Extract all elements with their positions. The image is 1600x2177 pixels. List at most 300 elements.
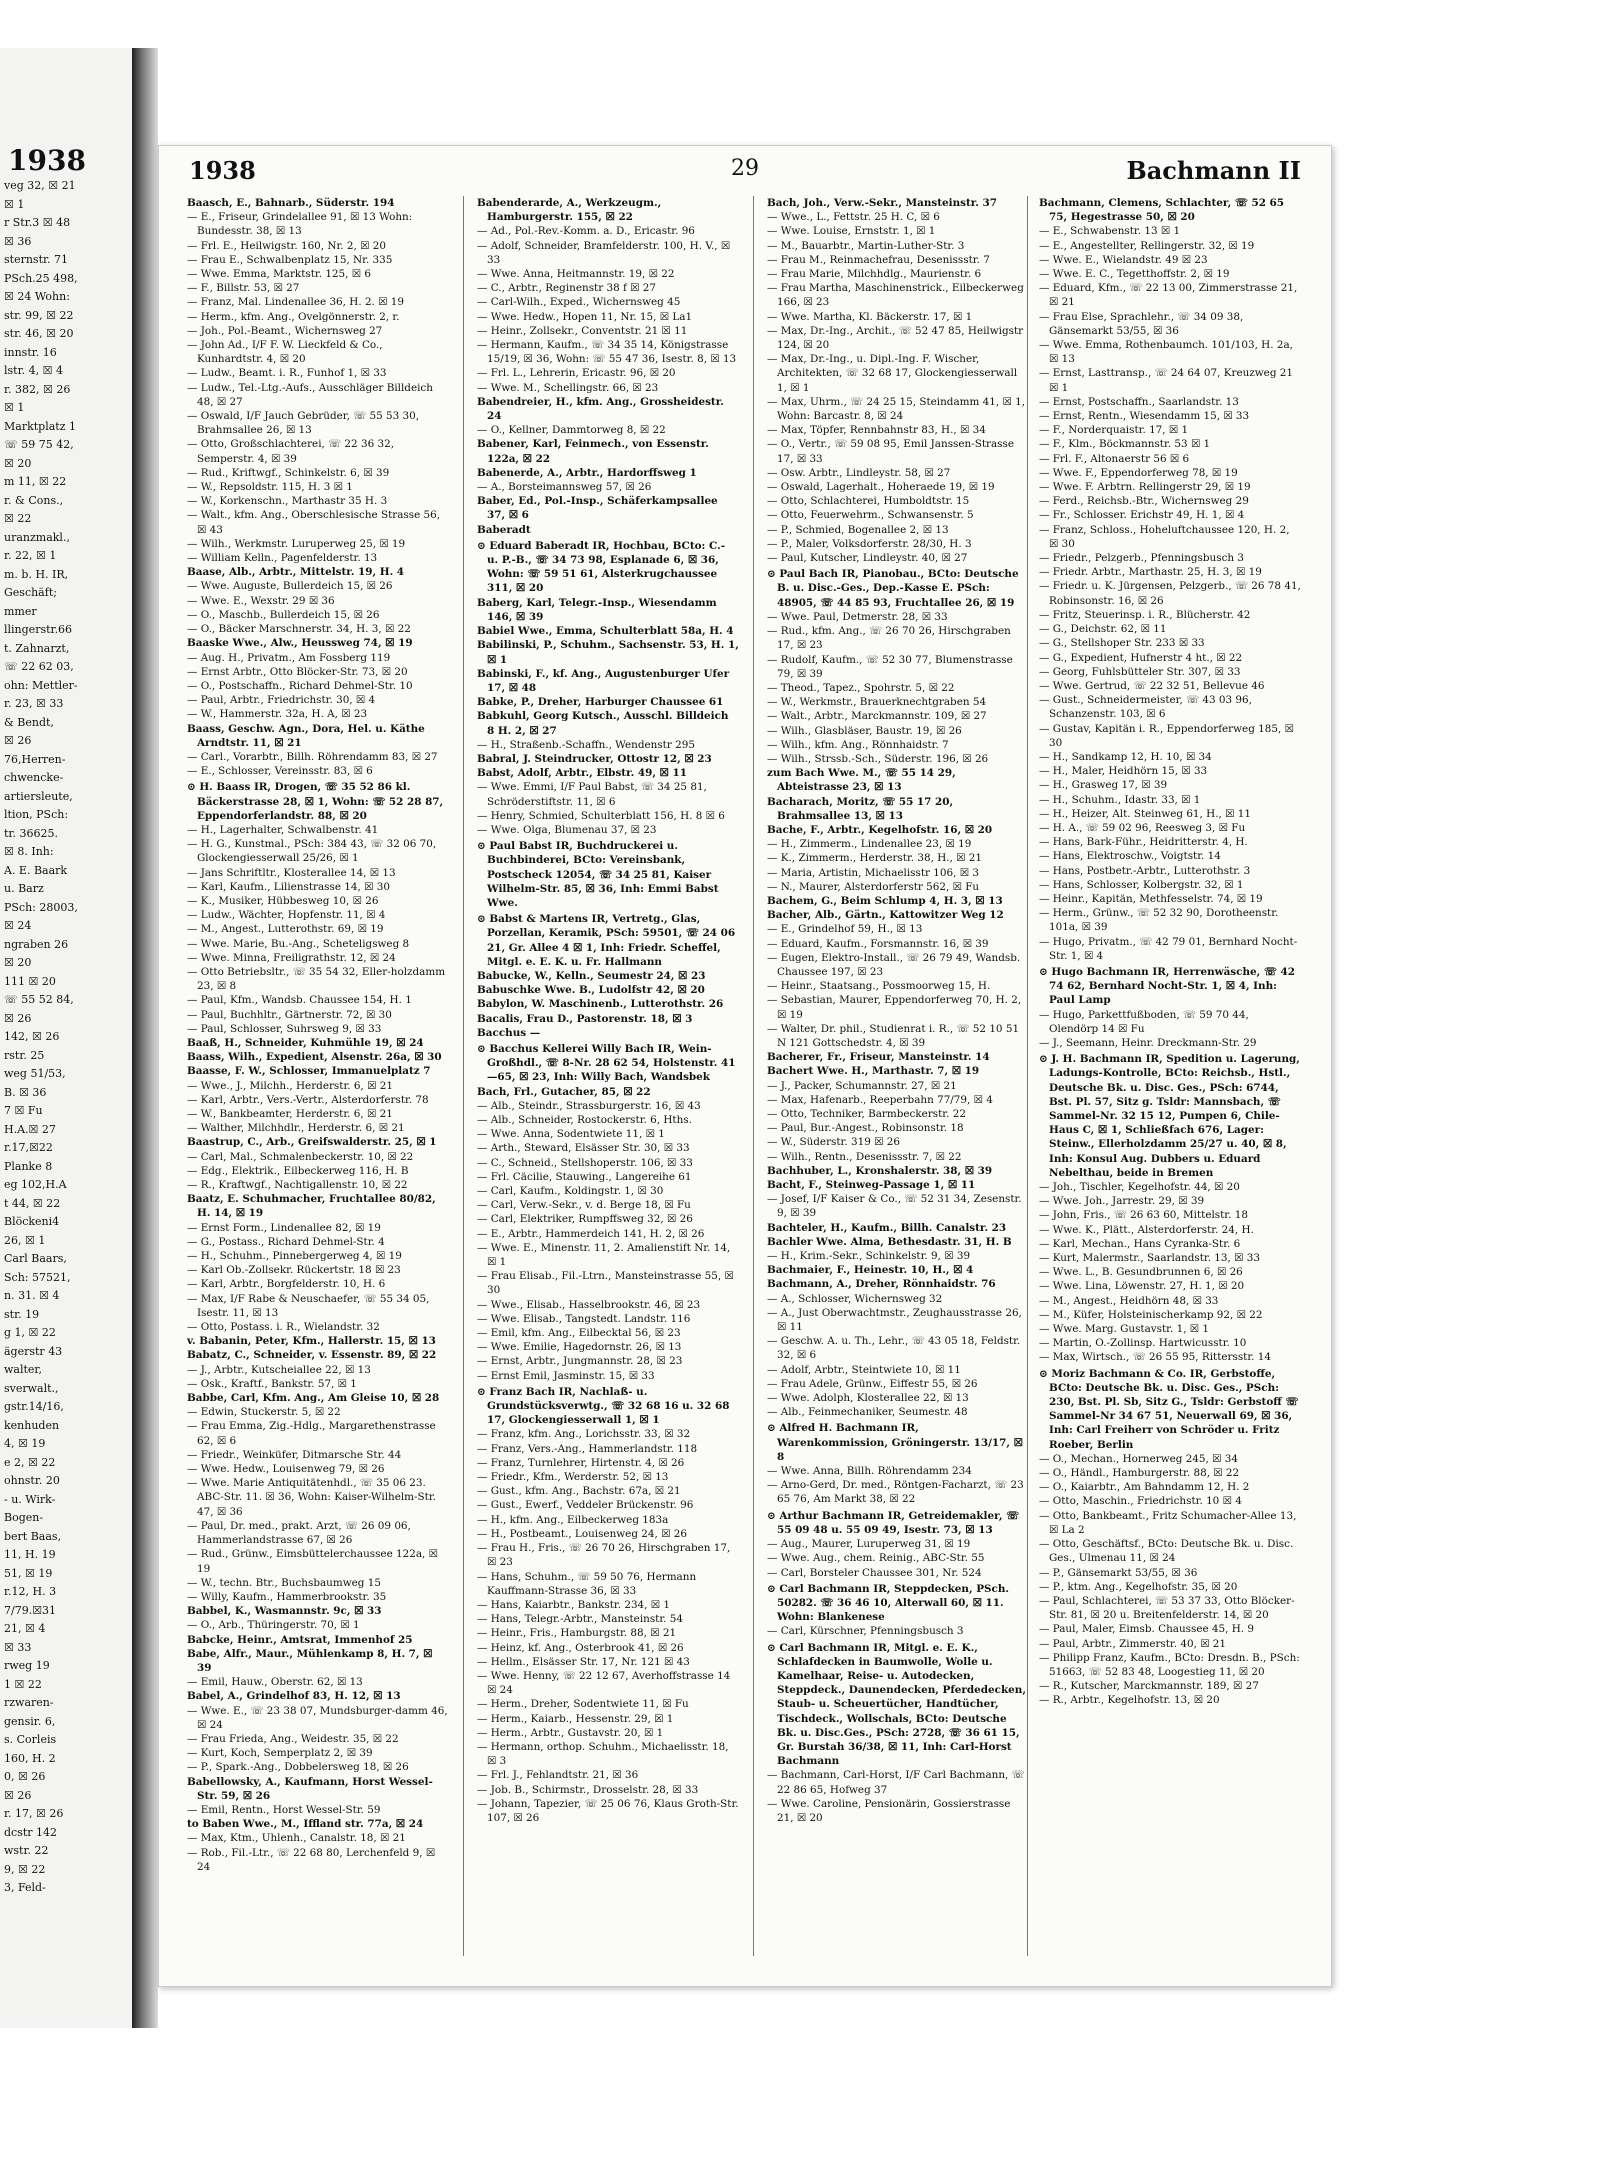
- directory-entry: — Karl, Kaufm., Lilienstrasse 14, ☒ 30: [187, 880, 390, 893]
- directory-entry: Babiel Wwe., Emma, Schulterblatt 58a, H. 4: [477, 625, 734, 638]
- directory-entry: — Paul, Kutscher, Lindleystr. 40, ☒ 27: [767, 552, 968, 565]
- directory-entry: Bachem, G., Beim Schlump 4, H. 3, ☒ 13: [767, 894, 1003, 907]
- directory-entry: — Wwe. Anna, Heitmannstr. 19, ☒ 22: [477, 268, 675, 281]
- directory-entry: — Emil, kfm. Ang., Eilbecktal 56, ☒ 23: [477, 1327, 681, 1340]
- directory-entry: — Wwe. Adolph, Klosterallee 22, ☒ 13: [767, 1392, 969, 1405]
- directory-entry: — G., Stellshoper Str. 233 ☒ 33: [1039, 637, 1205, 650]
- directory-entry: — Walt., Arbtr., Marckmannstr. 109, ☒ 27: [767, 710, 987, 723]
- directory-entry: — H., Sandkamp 12, H. 10, ☒ 34: [1039, 750, 1212, 763]
- previous-page-text-fragment: mmer: [4, 604, 37, 618]
- previous-page-text-fragment: r. & Cons.,: [4, 493, 64, 507]
- column-rule: [1027, 196, 1028, 1956]
- previous-page-text-fragment: str. 99, ☒ 22: [4, 308, 74, 322]
- previous-page-text-fragment: PSch.25 498,: [4, 271, 78, 285]
- firm-entry: ⊙ Carl Bachmann IR, Mitgl. e. E. K., Schlafdecken in Baumwolle, Wolle u. Kamelhaar, Reise- u. Autodecken, Steppdeck., Daunendecken, Pferdedecken, Staub- u. Scheuertücher, Handtücher, Tischdeck., Wollschals, BCto: Deutsche Bk. u. Disc.Ges., PSch: 2728, ☏ 36 61 15, Gr. Burstah 36/38, ☒ 11, Inh: Carl-Horst Bachmann: [767, 1641, 1026, 1768]
- directory-entry: to Baben Wwe., M., Iffland str. 77a, ☒ 24: [187, 1818, 424, 1831]
- directory-entry: v. Babanin, Peter, Kfm., Hallerstr. 15, ☒ 13: [187, 1335, 436, 1348]
- directory-entry: Babbel, K., Wasmannstr. 9c, ☒ 33: [187, 1605, 382, 1618]
- directory-entry: — Johann, Tapezier, ☏ 25 06 76, Klaus Groth-Str. 107, ☒ 26: [477, 1797, 739, 1824]
- previous-page-text-fragment: bert Baas,: [4, 1529, 62, 1543]
- directory-entry: Bach, Joh., Verw.-Sekr., Mansteinstr. 37: [767, 197, 998, 209]
- directory-entry: — Franz, Vers.-Ang., Hammerlandstr. 118: [477, 1442, 698, 1455]
- directory-entry: — H. A., ☏ 59 02 96, Reesweg 3, ☒ Fu: [1039, 821, 1246, 834]
- directory-entry: — Walt., kfm. Ang., Oberschlesische Strasse 56, ☒ 43: [187, 509, 441, 536]
- previous-page-text-fragment: - u. Wirk-: [4, 1492, 56, 1506]
- directory-entry: — Carl, Borsteler Chaussee 301, Nr. 524: [767, 1566, 982, 1579]
- directory-entry: Bach, Frl., Gutacher, 85, ☒ 22: [477, 1085, 651, 1098]
- previous-page-text-fragment: r Str.3 ☒ 48: [4, 216, 71, 229]
- directory-entry: — Hellm., Elsässer Str. 17, Nr. 121 ☒ 43: [477, 1655, 690, 1668]
- previous-page-text-fragment: 26, ☒ 1: [4, 1233, 46, 1247]
- previous-page-text-fragment: veg 32, ☒ 21: [4, 179, 76, 192]
- directory-entry: — Alb., Schneider, Rostockerstr. 6, Hths.: [477, 1114, 692, 1126]
- column-4: [1039, 196, 1301, 1966]
- directory-entry: — Edwin, Stuckerstr. 5, ☒ 22: [187, 1406, 341, 1419]
- directory-entry: — Paul, Arbtr., Zimmerstr. 40, ☒ 21: [1039, 1637, 1227, 1650]
- firm-entry: ⊙ Carl Bachmann IR, Steppdecken, PSch. 50282. ☏ 36 46 10, Alterwall 60, ☒ 11. Wohn: Blankenese: [767, 1582, 1010, 1624]
- previous-page-text-fragment: 1 ☒ 22: [4, 1677, 42, 1691]
- directory-entry: — Herm., Grünw., ☏ 52 32 90, Dorotheenstr. 101a, ☒ 39: [1039, 907, 1279, 934]
- previous-page-text-fragment: ☏ 55 52 84,: [4, 993, 74, 1006]
- directory-entry: — G., Expedient, Hufnerstr 4 ht., ☒ 22: [1039, 651, 1243, 664]
- directory-entry: — Eduard, Kfm., ☏ 22 13 00, Zimmerstrasse 21, ☒ 21: [1039, 282, 1298, 309]
- directory-entry: Babcke, Heinr., Amtsrat, Immenhof 25: [187, 1633, 413, 1646]
- directory-entry: Baaß, H., Schneider, Kuhmühle 19, ☒ 24: [187, 1036, 424, 1049]
- previous-page-text-fragment: e 2, ☒ 22: [4, 1455, 56, 1469]
- directory-entry: Babe, Alfr., Maur., Mühlenkamp 8, H. 7, ☒ 39: [187, 1647, 433, 1674]
- directory-entry: — Jans Schriftltr., Klosterallee 14, ☒ 13: [187, 866, 396, 879]
- previous-page-text-fragment: PSch: 28003,: [4, 900, 78, 914]
- directory-entry: — Ludw., Beamt. i. R., Funhof 1, ☒ 33: [187, 367, 387, 380]
- previous-page-text-fragment: ☒ 36: [4, 234, 32, 248]
- directory-entry: — Wwe. Emma, Rothenbaumch. 101/103, H. 2a, ☒ 13: [1039, 339, 1293, 366]
- directory-entry: — G., Postass., Richard Dehmel-Str. 4: [187, 1235, 385, 1248]
- previous-page-text-fragment: innstr. 16: [4, 345, 57, 359]
- previous-page-text-fragment: ☒ 1: [4, 197, 25, 211]
- directory-entry: — Wilh., Rentn., Desenissstr. 7, ☒ 22: [767, 1150, 962, 1163]
- directory-entry: — Walter, Dr. phil., Studienrat i. R., ☏ 52 10 51 N 121 Gottschedstr. 4, ☒ 39: [767, 1022, 1020, 1049]
- directory-entry: Bachmann, A., Dreher, Rönnhaidstr. 76: [767, 1278, 996, 1291]
- directory-entry: — Wilh., kfm. Ang., Rönnhaidstr. 7: [767, 738, 949, 751]
- directory-entry: — William Kelln., Pagenfelderstr. 13: [187, 552, 378, 565]
- directory-entry: — Rud., Grünw., Eimsbüttelerchaussee 122a, ☒ 19: [187, 1548, 438, 1575]
- directory-entry: — Geschw. A. u. Th., Lehr., ☏ 43 05 18, Feldstr. 32, ☒ 6: [767, 1335, 1021, 1362]
- directory-entry: — H., Maler, Heidhörn 15, ☒ 33: [1039, 765, 1208, 778]
- directory-entry: Babylon, W. Maschinenb., Lutterothstr. 26: [477, 998, 724, 1011]
- directory-entry: — J., Arbtr., Kutscheiallee 22, ☒ 13: [187, 1363, 371, 1376]
- directory-entry: — Heinr., Zollsekr., Conventstr. 21 ☒ 11: [477, 324, 688, 337]
- directory-entry: — Rud., kfm. Ang., ☏ 26 70 26, Hirschgraben 17, ☒ 23: [767, 625, 1011, 652]
- directory-entry: — Frau H., Fris., ☏ 26 70 26, Hirschgraben 17, ☒ 23: [477, 1542, 731, 1569]
- directory-entry: — Wwe. E., ☏ 23 38 07, Mundsburger-damm 46, ☒ 24: [187, 1704, 448, 1731]
- directory-entry: — W., Werkmstr., Brauerknechtgraben 54: [767, 696, 987, 709]
- directory-entry: — Wwe. Aug., chem. Reinig., ABC-Str. 55: [767, 1552, 985, 1565]
- firm-entry: ⊙ Alfred H. Bachmann IR, Warenkommission, Gröningerstr. 13/17, ☒ 8: [767, 1422, 1023, 1463]
- previous-page-text-fragment: Bogen-: [4, 1511, 44, 1524]
- directory-entry: Babinski, F., kf. Ang., Augustenburger Ufer 17, ☒ 48: [477, 667, 730, 694]
- previous-page-text-fragment: n. 31. ☒ 4: [4, 1289, 60, 1302]
- directory-entry: — Martin, O.-Zollinsp. Hartwicusstr. 10: [1039, 1337, 1247, 1350]
- previous-page-text-fragment: 3, Feld-: [4, 1881, 46, 1894]
- directory-entry: — Carl, Kaufm., Koldingstr. 1, ☒ 30: [477, 1185, 664, 1198]
- previous-page-text-fragment: kenhuden: [4, 1418, 60, 1432]
- previous-page-text-fragment: rstr. 25: [4, 1048, 45, 1062]
- previous-page-text-fragment: ohn: Mettler-: [4, 678, 78, 692]
- directory-page: [158, 145, 1332, 1987]
- directory-entry: — R., Kutscher, Marckmannstr. 189, ☒ 27: [1039, 1680, 1259, 1693]
- directory-entry: — Wwe. Paul, Detmerstr. 28, ☒ 33: [767, 610, 948, 623]
- previous-page-text-fragment: llingerstr.66: [4, 623, 73, 636]
- directory-entry: Baberg, Karl, Telegr.-Insp., Wiesendamm 146, ☒ 39: [477, 596, 717, 623]
- firm-entry: ⊙ Hugo Bachmann IR, Herrenwäsche, ☏ 42 74 62, Bernhard Nocht-Str. 1, ☒ 4, Inh: Paul Lamp: [1039, 965, 1295, 1007]
- directory-entry: — Edg., Elektrik., Eilbeckerweg 116, H. B: [187, 1164, 409, 1177]
- directory-entry: — Wwe. E., Minenstr. 11, 2. Amalienstift Nr. 14, ☒ 1: [477, 1241, 731, 1269]
- directory-entry: — Wwe. Martha, Kl. Bäckerstr. 17, ☒ 1: [767, 310, 973, 323]
- previous-page-text-fragment: ägerstr 43: [4, 1344, 63, 1358]
- directory-entry: — P., Gänsemarkt 53/55, ☒ 36: [1039, 1566, 1198, 1579]
- directory-entry: — P., Schmied, Bogenallee 2, ☒ 13: [767, 523, 949, 536]
- directory-entry: — P., Spark.-Ang., Dobbelersweg 18, ☒ 26: [187, 1761, 409, 1774]
- directory-entry: — Friedr., Weinküfer, Ditmarsche Str. 44: [187, 1448, 402, 1461]
- previous-page-text-fragment: tr. 36625.: [4, 826, 58, 840]
- directory-entry: Babilinski, P., Schuhm., Sachsenstr. 53, H. 1, ☒ 1: [477, 639, 739, 666]
- directory-entry: — Karl, Arbtr., Vers.-Vertr., Alsterdorferstr. 78: [187, 1093, 429, 1106]
- previous-page-text-fragment: dcstr 142: [4, 1825, 58, 1839]
- previous-page-text-fragment: 160, H. 2: [4, 1751, 56, 1765]
- directory-entry: — H., Postbeamt., Louisenweg 24, ☒ 26: [477, 1527, 687, 1540]
- previous-page-text-fragment: H.A.☒ 27: [4, 1122, 56, 1136]
- directory-entry: Baase, Alb., Arbtr., Mittelstr. 19, H. 4: [187, 566, 405, 579]
- previous-page-text-fragment: m. b. H. IR,: [4, 567, 69, 581]
- directory-entry: — Sebastian, Maurer, Eppendorferweg 70, H. 2, ☒ 19: [767, 994, 1022, 1021]
- directory-entry: — Frau Adele, Grünw., Eiffestr 55, ☒ 26: [767, 1377, 978, 1390]
- book-spine: [132, 48, 158, 2028]
- column-rule: [463, 196, 464, 1956]
- directory-entry: Baatz, E. Schuhmacher, Fruchtallee 80/82, H. 14, ☒ 19: [187, 1193, 436, 1220]
- previous-page-text-fragment: ☒ 26: [4, 734, 32, 747]
- directory-entry: — Joh., Pol.-Beamt., Wichernsweg 27: [187, 324, 383, 337]
- directory-entry: — W., Repsoldstr. 115, H. 3 ☒ 1: [187, 481, 353, 494]
- directory-entry: Bachler Wwe. Alma, Bethesdastr. 31, H. B: [767, 1235, 1012, 1248]
- directory-entry: — Wilh., Strssb.-Sch., Süderstr. 196, ☒ 26: [767, 752, 989, 765]
- directory-entry: — P., Maler, Volksdorferstr. 28/30, H. 3: [767, 537, 972, 550]
- firm-entry: ⊙ Paul Bach IR, Pianobau., BCto: Deutsche B. u. Disc.-Ges., Dep.-Kasse E. PSch: 48905, ☏ 44 85 93, Fruchtallee 26, ☒ 19: [767, 568, 1019, 609]
- directory-entry: — Maria, Artistin, Michaelisstr 106, ☒ 3: [767, 866, 979, 879]
- directory-entry: — Max, Wirtsch., ☏ 26 55 95, Rittersstr. 14: [1039, 1351, 1271, 1364]
- directory-entry: — Paul, Schlachterei, ☏ 53 37 33, Otto Blöcker-Str. 81, ☒ 20 u. Breitenfelderstr. 14, ☒ 20: [1039, 1594, 1295, 1622]
- directory-entry: — H., Schuhm., Pinnebergerweg 4, ☒ 19: [187, 1250, 402, 1263]
- previous-page-text-fragment: r.17,☒22: [4, 1141, 53, 1154]
- directory-entry: — Wwe. Hedw., Louisenweg 79, ☒ 26: [187, 1463, 385, 1476]
- directory-entry: Bache, F., Arbtr., Kegelhofstr. 16, ☒ 20: [767, 823, 993, 836]
- directory-entry: — F., Klm., Böckmannstr. 53 ☒ 1: [1039, 438, 1211, 451]
- previous-page-text-fragment: wstr. 22: [4, 1844, 49, 1857]
- previous-page-text-fragment: gstr.14/16,: [4, 1400, 64, 1413]
- directory-entry: — Frau E., Schwalbenplatz 15, Nr. 335: [187, 253, 393, 266]
- directory-entry: — H., Krim.-Sekr., Schinkelstr. 9, ☒ 39: [767, 1250, 971, 1263]
- directory-entry: — Heinr., Kapitän, Methfesselstr. 74, ☒ 19: [1039, 892, 1263, 905]
- directory-entry: — E., Friseur, Grindelallee 91, ☒ 13 Wohn: Bundesstr. 38, ☒ 13: [187, 211, 413, 238]
- page-number: 29: [731, 156, 759, 181]
- directory-entry: — W., Hammerstr. 32a, H. A, ☒ 23: [187, 708, 368, 721]
- directory-entry: — Job. B., Schirmstr., Drosselstr. 28, ☒ 33: [477, 1783, 699, 1796]
- directory-entry: — Franz, Schloss., Hoheluftchaussee 120, H. 2, ☒ 30: [1039, 523, 1290, 550]
- directory-entry: — Wwe. Emilie, Hagedornstr. 26, ☒ 13: [477, 1341, 682, 1354]
- directory-entry: — Frl. E., Heilwigstr. 160, Nr. 2, ☒ 20: [187, 239, 386, 252]
- directory-entry: — E., Schlosser, Vereinsstr. 83, ☒ 6: [187, 765, 373, 778]
- directory-entry: — Eduard, Kaufm., Forsmannstr. 16, ☒ 39: [767, 937, 989, 950]
- directory-entry: — Max, Dr.-Ing., Archit., ☏ 52 47 85, Heilwigstr 124, ☒ 20: [767, 324, 1024, 352]
- directory-entry: — Joh., Tischler, Kegelhofstr. 44, ☒ 20: [1039, 1181, 1240, 1194]
- directory-entry: — O., Kellner, Dammtorweg 8, ☒ 22: [477, 424, 666, 437]
- directory-entry: — O., Mechan., Hornerweg 245, ☒ 34: [1039, 1452, 1238, 1465]
- directory-entry: — Arth., Steward, Elsässer Str. 30, ☒ 33: [477, 1142, 690, 1155]
- directory-entry: — Wwe. E., Wielandstr. 49 ☒ 23: [1039, 253, 1208, 266]
- directory-entry: — Heinr., Fris., Hamburgstr. 88, ☒ 21: [477, 1627, 677, 1640]
- directory-entry: — Wwe. Auguste, Bullerdeich 15, ☒ 26: [187, 580, 393, 593]
- directory-entry: — Frl. F., Altonaerstr 56 ☒ 6: [1039, 452, 1190, 465]
- directory-entry: — Gust., Schneidermeister, ☏ 43 03 96, Schanzenstr. 103, ☒ 6: [1039, 694, 1252, 721]
- directory-entry: Bacherer, Fr., Friseur, Mansteinstr. 14: [767, 1051, 990, 1064]
- directory-entry: Bacchus —: [477, 1026, 541, 1039]
- directory-entry: — Heinz, kf. Ang., Osterbrook 41, ☒ 26: [477, 1641, 684, 1654]
- directory-entry: — H., Lagerhalter, Schwalbenstr. 41: [187, 823, 379, 836]
- directory-entry: — Otto, Bankbeamt., Fritz Schumacher-Allee 13, ☒ La 2: [1039, 1509, 1297, 1536]
- directory-entry: — Friedr., Kfm., Werderstr. 52, ☒ 13: [477, 1471, 669, 1484]
- previous-page-text-fragment: ☒ 33: [4, 1640, 32, 1654]
- directory-entry: — Fr., Schlosser. Erichstr 49, H. 1, ☒ 4: [1039, 509, 1245, 522]
- previous-page-text-fragment: ltion, PSch:: [4, 808, 69, 821]
- previous-page-text-fragment: r. 22, ☒ 1: [4, 549, 57, 562]
- previous-page-text-fragment: r. 23, ☒ 33: [4, 697, 64, 710]
- directory-entry: — Osw. Arbtr., Lindleystr. 58, ☒ 27: [767, 466, 951, 479]
- previous-page-text-fragment: artiersleute,: [4, 789, 73, 803]
- directory-entry: — Frl. Cäcilie, Stauwing., Langereihe 61: [477, 1170, 692, 1183]
- previous-page-text-fragment: walter,: [4, 1363, 42, 1376]
- previous-page-text-fragment: Carl Baars,: [4, 1252, 67, 1265]
- directory-entry: — Wwe., J., Milchh., Herderstr. 6, ☒ 21: [187, 1079, 393, 1092]
- directory-entry: — E., Angestellter, Rellingerstr. 32, ☒ 19: [1039, 239, 1255, 252]
- directory-entry: — Ad., Pol.-Rev.-Komm. a. D., Ericastr. 96: [477, 225, 695, 238]
- directory-entry: Babener, Karl, Feinmech., von Essenstr. 122a, ☒ 22: [477, 438, 709, 465]
- directory-entry: — M., Angest., Lutterothstr. 69, ☒ 19: [187, 923, 384, 936]
- firm-entry: ⊙ Eduard Baberadt IR, Hochbau, BCto: C.- u. P.-B., ☏ 34 73 98, Esplanade 6, ☒ 36, Wohn: ☏ 59 51 61, Alsterkrugchaussee 311, ☒ 20: [477, 539, 726, 595]
- previous-page-text-fragment: B. ☒ 36: [4, 1085, 47, 1099]
- firm-entry: ⊙ Paul Babst IR, Buchdruckerei u. Buchbinderei, BCto: Vereinsbank, Postscheck 12054, ☏ 34 25 81, Kaiser Wilhelm-Str. 85, ☒ 36, Inh: Emmi Babst Wwe.: [477, 840, 719, 909]
- directory-entry: Babkuhl, Georg Kutsch., Ausschl. Billdeich 8 H. 2, ☒ 27: [477, 710, 729, 737]
- directory-entry: — Karl Ob.-Zollsekr. Rückertstr. 18 ☒ 23: [187, 1264, 401, 1277]
- previous-page-text-fragment: Marktplatz 1: [4, 419, 76, 433]
- previous-page-text-fragment: uranzmakl.,: [4, 530, 70, 544]
- directory-entry: Baaske Wwe., Alw., Heussweg 74, ☒ 19: [187, 637, 413, 650]
- directory-entry: Babbe, Carl, Kfm. Ang., Am Gleise 10, ☒ 28: [187, 1392, 440, 1405]
- directory-entry: — Wwe. K., Plätt., Alsterdorferstr. 24, H.: [1039, 1223, 1254, 1236]
- running-head: Bachmann II: [1126, 156, 1301, 185]
- directory-entry: — Paul, Arbtr., Friedrichstr. 30, ☒ 4: [187, 694, 376, 707]
- previous-page-text-fragment: 0, ☒ 26: [4, 1770, 46, 1783]
- directory-entry: — Herm., Arbtr., Gustavstr. 20, ☒ 1: [477, 1726, 664, 1739]
- directory-entry: Baastrup, C., Arb., Greifswalderstr. 25, ☒ 1: [187, 1136, 437, 1149]
- previous-page-text-fragment: chwencke-: [4, 771, 64, 784]
- directory-entry: — Otto, Geschäftsf., BCto: Deutsche Bk. u. Disc. Ges., Ulmenau 11, ☒ 24: [1039, 1538, 1294, 1565]
- previous-page-text-fragment: ☒ 26: [4, 1788, 32, 1802]
- previous-page-text-fragment: 142, ☒ 26: [4, 1030, 60, 1043]
- directory-entry: — Wwe. Joh., Jarrestr. 29, ☒ 39: [1039, 1195, 1205, 1208]
- directory-entry: — Paul, Schlosser, Suhrsweg 9, ☒ 33: [187, 1022, 382, 1035]
- directory-entry: — F., Norderquaistr. 17, ☒ 1: [1039, 424, 1189, 437]
- directory-entry: — Kurt, Malermstr., Saarlandstr. 13, ☒ 33: [1039, 1252, 1260, 1265]
- directory-entry: — Wwe. Marie Antiquitätenhdl., ☏ 35 06 23. ABC-Str. 11. ☒ 36, Wohn: Kaiser-Wilhelm-Str. 47, ☒ 36: [187, 1477, 436, 1518]
- previous-page-text-fragment: m 11, ☒ 22: [4, 475, 67, 488]
- directory-entry: — R., Kraftwgf., Nachtigallenstr. 10, ☒ 22: [187, 1179, 408, 1192]
- directory-entry: — Herm., kfm. Ang., Ovelgönnerstr. 2, r.: [187, 310, 400, 323]
- directory-entry: Baberadt: [477, 523, 531, 536]
- directory-entry: — Aug. H., Privatm., Am Fossberg 119: [187, 651, 391, 664]
- directory-entry: — A., Just Oberwachtmstr., Zeughausstrasse 26, ☒ 11: [767, 1306, 1022, 1334]
- directory-entry: — H., Zimmerm., Lindenallee 23, ☒ 19: [767, 838, 972, 851]
- directory-entry: Bachmaier, F., Heinestr. 10, H., ☒ 4: [767, 1264, 974, 1277]
- directory-entry: — O., Arb., Thüringerstr. 70, ☒ 1: [187, 1619, 360, 1632]
- previous-page-text-fragment: str. 19: [4, 1307, 40, 1321]
- directory-entry: — Hans, Elektroschw., Voigtstr. 14: [1039, 850, 1221, 863]
- directory-entry: — Wilh., Glasbläser, Baustr. 19, ☒ 26: [767, 724, 962, 737]
- previous-page-text-fragment: Geschäft;: [4, 586, 57, 599]
- directory-entry: — F., Billstr. 53, ☒ 27: [187, 282, 300, 295]
- directory-entry: — Frau Emma, Zig.-Hdlg., Margarethenstrasse 62, ☒ 6: [187, 1420, 436, 1447]
- directory-entry: — Max, Ktm., Uhlenh., Canalstr. 18, ☒ 21: [187, 1832, 406, 1845]
- directory-entry: — Wwe., L., Fettstr. 25 H. C, ☒ 6: [767, 211, 940, 224]
- directory-entry: — Carl, Kürschner, Pfenningsbusch 3: [767, 1625, 964, 1638]
- directory-entry: — P., ktm. Ang., Kegelhofstr. 35, ☒ 20: [1039, 1580, 1238, 1593]
- directory-entry: — A., Schlosser, Wichernsweg 32: [767, 1292, 943, 1305]
- directory-entry: Bachert Wwe. H., Marthastr. 7, ☒ 19: [767, 1065, 980, 1078]
- directory-entry: — Aug., Maurer, Luruperweg 31, ☒ 19: [767, 1538, 971, 1551]
- directory-entry: — Frau Martha, Maschinenstrick., Eilbeckerweg 166, ☒ 23: [767, 282, 1024, 309]
- previous-page-text-fragment: Sch: 57521,: [4, 1270, 71, 1284]
- directory-entry: — O., Kaiarbtr., Am Bahndamm 12, H. 2: [1039, 1481, 1250, 1494]
- column-2: [477, 196, 739, 1966]
- directory-entry: — Friedr. Arbtr., Marthastr. 25, H. 3, ☒ 19: [1039, 566, 1262, 579]
- firm-entry: ⊙ J. H. Bachmann IR, Spedition u. Lagerung, Ladungs-Kontrolle, BCto: Reichsb., Hstl., Deutsche Bk. u. Disc. Ges., PSch: 6744, Bst. Pl. 57, Sitz g. Tsldr: Mannsbach, ☏ Sammel-Nr. 32 15 12, Pumpen 6, Chile-Haus C, ☒ 1, Schließfach 676, Lager: Steinw., Ellerholzdamm 25/27 u. 40, ☒ 8, Inh: Konsul Aug. Dubbers u. Eduard Nebelthau, beide in Bremen: [1039, 1053, 1300, 1179]
- directory-entry: — Wwe. E., Wexstr. 29 ☒ 36: [187, 594, 335, 607]
- directory-entry: — Max, Uhrm., ☏ 24 25 15, Steindamm 41, ☒ 1, Wohn: Barcastr. 8, ☒ 24: [767, 395, 1026, 423]
- directory-entry: zum Bach Wwe. M., ☏ 55 14 29, Abteistrasse 23, ☒ 13: [767, 767, 956, 794]
- directory-entry: Babke, P., Dreher, Harburger Chaussee 61: [477, 696, 724, 709]
- directory-entry: Babel, A., Grindelhof 83, H. 12, ☒ 13: [187, 1690, 401, 1703]
- directory-entry: — Paul, Bur.-Angest., Robinsonstr. 18: [767, 1122, 964, 1135]
- directory-entry: Bacalis, Frau D., Pastorenstr. 18, ☒ 3: [477, 1012, 693, 1025]
- directory-entry: Baass, Wilh., Expedient, Alsenstr. 26a, ☒ 30: [187, 1051, 442, 1064]
- previous-page-text-fragment: ☒ 20: [4, 956, 32, 969]
- previous-page-text-fragment: ☒ 24 Wohn:: [4, 290, 70, 303]
- directory-entry: — Frl. L., Lehrerin, Ericastr. 96, ☒ 20: [477, 367, 676, 380]
- directory-entry: — O., Vertr., ☏ 59 08 95, Emil Janssen-Strasse 17, ☒ 33: [767, 438, 1014, 465]
- directory-entry: — Franz, Turnlehrer, Hirtenstr. 4, ☒ 26: [477, 1456, 685, 1469]
- directory-entry: — Rud., Kriftwgf., Schinkelstr. 6, ☒ 39: [187, 466, 390, 479]
- directory-entry: Babendreier, H., kfm. Ang., Grossheidestr. 24: [477, 395, 724, 423]
- previous-page-text-fragment: t. Zahnarzt,: [4, 641, 70, 655]
- directory-entry: — Wwe. M., Schellingstr. 66, ☒ 23: [477, 381, 659, 394]
- directory-entry: — Bachmann, Carl-Horst, I/F Carl Bachmann, ☏ 22 86 65, Hofweg 37: [767, 1769, 1025, 1796]
- directory-entry: — Wwe. F. Arbtrn. Rellingerstr 29, ☒ 19: [1039, 481, 1251, 494]
- directory-entry: — Gustav, Kapitän i. R., Eppendorferweg 185, ☒ 30: [1039, 722, 1294, 749]
- firm-entry: ⊙ Bacchus Kellerei Willy Bach IR, Wein-Großhdl., ☏ 8-Nr. 28 62 54, Holstenstr. 41—65, ☒ 23, Inh: Willy Bach, Wandsbek: [477, 1042, 736, 1084]
- directory-entry: — Emil, Rentn., Horst Wessel-Str. 59: [187, 1803, 381, 1816]
- firm-entry: ⊙ Franz Bach IR, Nachlaß- u. Grundstücksverwtg., ☏ 32 68 16 u. 32 68 17, Glockengiesserwall 1, ☒ 1: [477, 1385, 730, 1427]
- directory-entry: — Gust., kfm. Ang., Bachstr. 67a, ☒ 21: [477, 1485, 681, 1498]
- directory-entry: — J., Seemann, Heinr. Dreckmann-Str. 29: [1039, 1036, 1257, 1049]
- directory-entry: — Franz, kfm. Ang., Lorichsstr. 33, ☒ 32: [477, 1428, 691, 1441]
- directory-entry: — Eugen, Elektro-Install., ☏ 26 79 49, Wandsb. Chaussee 197, ☒ 23: [767, 951, 1021, 978]
- directory-entry: — Walther, Milchhdlr., Herderstr. 6, ☒ 21: [187, 1122, 405, 1135]
- directory-entry: — W., Korkenschn., Marthastr 35 H. 3: [187, 495, 388, 508]
- directory-entry: — N., Maurer, Alsterdorferstr 562, ☒ Fu: [767, 880, 980, 893]
- directory-entry: — Adolf, Arbtr., Steintwiete 10, ☒ 11: [767, 1363, 961, 1376]
- directory-entry: — H., Schuhm., Idastr. 33, ☒ 1: [1039, 793, 1201, 806]
- directory-entry: — H. G., Kunstmal., PSch: 384 43, ☏ 32 06 70, Glockengiesserwall 25/26, ☒ 1: [187, 838, 437, 865]
- previous-page-text-fragment: weg 51/53,: [4, 1067, 66, 1080]
- directory-entry: — Karl, Arbtr., Borgfelderstr. 10, H. 6: [187, 1278, 386, 1291]
- previous-page-text-fragment: ☏ 22 62 03,: [4, 660, 74, 673]
- previous-page-text-fragment: gensir. 6,: [4, 1714, 56, 1728]
- directory-entry: — Oswald, I/F Jauch Gebrüder, ☏ 55 53 30, Brahmsallee 26, ☒ 13: [187, 410, 420, 437]
- directory-entry: Baasch, E., Bahnarb., Süderstr. 194: [187, 197, 395, 209]
- previous-page-text-fragment: 7/79.☒31: [4, 1603, 57, 1617]
- directory-entry: — H., kfm. Ang., Eilbeckerweg 183a: [477, 1513, 669, 1526]
- directory-entry: — Carl., Vorarbtr., Billh. Röhrendamm 83, ☒ 27: [187, 750, 438, 763]
- directory-entry: — Wwe. Lina, Löwenstr. 27, H. 1, ☒ 20: [1039, 1280, 1245, 1293]
- previous-page-text-fragment: ☒ 1: [4, 401, 25, 414]
- directory-entry: — O., Postschaffn., Richard Dehmel-Str. 10: [187, 679, 413, 692]
- directory-entry: — Otto, Schlachterei, Humboldtstr. 15: [767, 495, 970, 508]
- directory-entry: — G., Deichstr. 62, ☒ 11: [1039, 623, 1167, 636]
- directory-entry: Bacharach, Moritz, ☏ 55 17 20, Brahmsallee 13, ☒ 13: [767, 795, 954, 822]
- directory-entry: — Paul, Kfm., Wandsb. Chaussee 154, H. 1: [187, 994, 412, 1007]
- column-1: [187, 196, 449, 1966]
- directory-entry: — Max, I/F Rabe & Neuschaefer, ☏ 55 34 05, Isestr. 11, ☒ 13: [187, 1292, 430, 1319]
- directory-entry: — W., Bankbeamter, Herderstr. 6, ☒ 21: [187, 1108, 393, 1120]
- directory-entry: Babucke, W., Kelln., Seumestr 24, ☒ 23: [477, 969, 706, 982]
- directory-entry: — Hans, Postbetr.-Arbtr., Lutterothstr. 3: [1039, 864, 1251, 877]
- previous-page-text-fragment: 4, ☒ 19: [4, 1437, 46, 1450]
- directory-entry: — Paul, Buchhltr., Gärtnerstr. 72, ☒ 30: [187, 1008, 392, 1021]
- directory-entry: — Wwe. Caroline, Pensionärin, Gossierstrasse 21, ☒ 20: [767, 1797, 1011, 1824]
- directory-entry: — Frau Else, Sprachlehr., ☏ 34 09 38, Gänsemarkt 53/55, ☒ 36: [1039, 310, 1244, 337]
- directory-entry: Babellowsky, A., Kaufmann, Horst Wessel-Str. 59, ☒ 26: [187, 1775, 433, 1802]
- previous-page-text-fragment: 76,Herren-: [4, 752, 66, 766]
- directory-entry: — Oswald, Lagerhalt., Hoheraede 19, ☒ 19: [767, 481, 995, 494]
- directory-entry: — Josef, I/F Kaiser & Co., ☏ 52 31 34, Zesenstr. 9, ☒ 39: [767, 1193, 1022, 1220]
- directory-entry: — Hans, Telegr.-Arbtr., Mansteinstr. 54: [477, 1613, 684, 1626]
- previous-page-text-fragment: A. E. Baark: [4, 863, 68, 877]
- directory-entry: — Wwe. E. C., Tegetthoffstr. 2, ☒ 19: [1039, 268, 1230, 281]
- directory-entry: — Wwe. F., Eppendorferweg 78, ☒ 19: [1039, 466, 1238, 479]
- directory-entry: — Kurt, Koch, Semperplatz 2, ☒ 39: [187, 1747, 373, 1760]
- page-header: [189, 156, 1301, 192]
- directory-entry: — Herm., Kaiarb., Hessenstr. 29, ☒ 1: [477, 1712, 674, 1725]
- directory-entry: — Hugo, Parkettfußboden, ☏ 59 70 44, Olendörp 14 ☒ Fu: [1039, 1008, 1249, 1035]
- directory-entry: — Otto, Techniker, Barmbeckerstr. 22: [767, 1108, 966, 1120]
- directory-entry: — E., Arbtr., Hammerdeich 141, H. 2, ☒ 26: [477, 1227, 705, 1240]
- directory-entry: — Wwe. Hedw., Hopen 11, Nr. 15, ☒ La1: [477, 310, 693, 323]
- directory-entry: — Wwe. Marie, Bu.-Ang., Scheteligsweg 8: [187, 937, 410, 950]
- directory-entry: — Wwe. Olga, Blumenau 37, ☒ 23: [477, 823, 657, 836]
- directory-entry: — Wwe., Elisab., Hasselbrookstr. 46, ☒ 23: [477, 1298, 701, 1311]
- previous-page-text-fragment: str. 46, ☒ 20: [4, 327, 74, 340]
- firm-entry: ⊙ Arthur Bachmann IR, Getreidemakler, ☏ 55 09 48 u. 55 09 49, Isestr. 73, ☒ 13: [767, 1509, 1020, 1536]
- directory-entry: — Friedr. u. K. Jürgensen, Pelzgerb., ☏ 26 78 41, Robinsonstr. 16, ☒ 26: [1039, 580, 1301, 607]
- directory-entry: — Max, Dr.-Ing., u. Dipl.-Ing. F. Wischer, Architekten, ☏ 32 68 17, Glockengiesserwall 1, ☒ 1: [767, 353, 1018, 394]
